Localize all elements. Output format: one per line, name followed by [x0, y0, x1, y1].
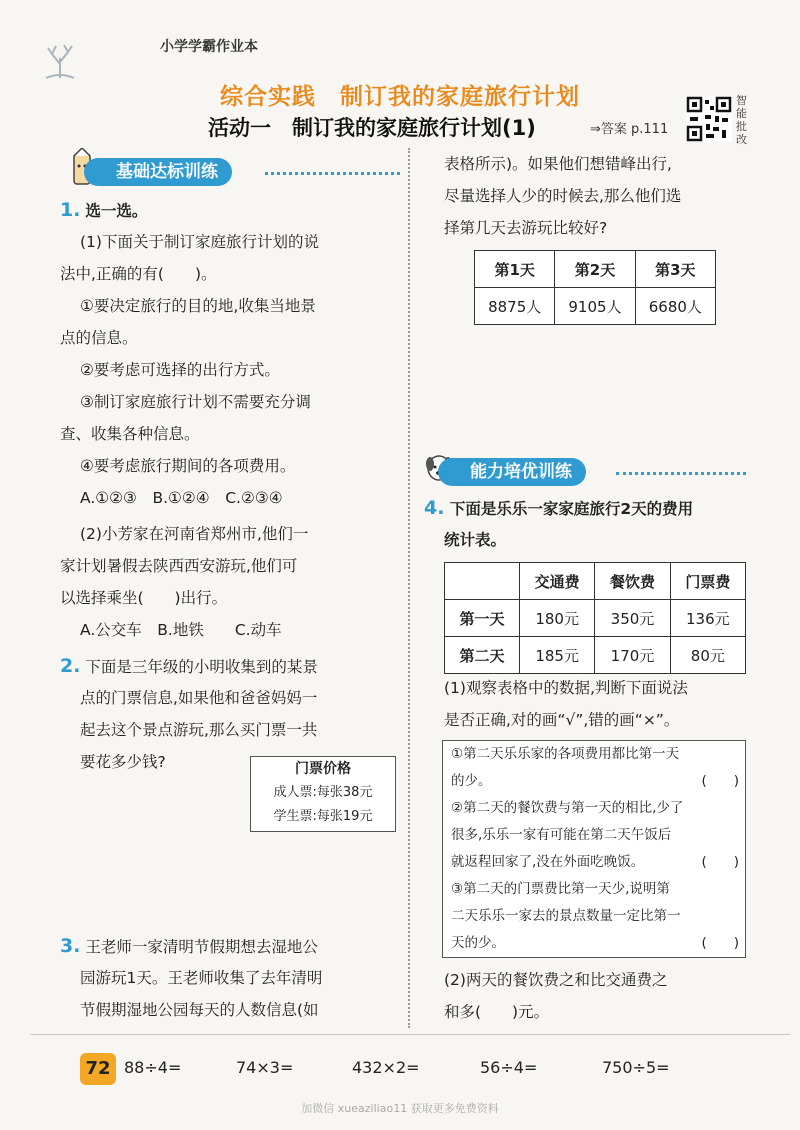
statement-line: ①第二天乐乐家的各项费用都比第一天 [451, 746, 680, 762]
mental-math-item: 88÷4= [124, 1058, 182, 1077]
q1-choices[interactable]: A.①②③ B.①②④ C.②③④ [80, 489, 283, 507]
table-row [475, 288, 716, 325]
q4-text: 下面是乐乐一家家庭旅行2天的费用 [449, 500, 694, 518]
table-header-row [445, 563, 746, 600]
q2-text: 要花多少钱? [80, 753, 166, 771]
question-1-title: 选一选。 [85, 202, 148, 220]
question-4-number: 4. [424, 497, 445, 519]
table-cell: 8875人 [475, 288, 555, 325]
table-header-cell: 交通费 [520, 563, 595, 600]
adult-ticket-price: 成人票:每张38元 [273, 785, 373, 800]
table-cell: 136元 [670, 600, 745, 637]
table-cell: 185元 [520, 637, 595, 674]
statement-line [443, 768, 745, 795]
activity-title: 活动一 制订我的家庭旅行计划(1) [208, 116, 536, 140]
q1-part1-line: (1)下面关于制订家庭旅行计划的说 [80, 233, 319, 251]
question-4-line [424, 492, 693, 525]
q1-choices[interactable]: A.公交车 B.地铁 C.动车 [80, 621, 282, 639]
q1-option-line: ①要决定旅行的目的地,收集当地景 [80, 297, 316, 315]
q1-option-line: ④要考虑旅行期间的各项费用。 [80, 457, 296, 475]
answer-blank[interactable]: ( ) [701, 773, 739, 789]
mental-math-item: 56÷4= [480, 1058, 538, 1077]
table-header-cell: 第3天 [635, 251, 715, 288]
q3-text: 表格所示)。如果他们想错峰出行, [444, 155, 672, 173]
table-row [445, 600, 746, 637]
question-2-line [60, 650, 318, 683]
q3-text: 节假期湿地公园每天的人数信息(如 [80, 1001, 319, 1019]
table-row-label: 第一天 [445, 600, 520, 637]
table-corner-cell [445, 563, 520, 600]
answer-blank[interactable]: ( ) [701, 854, 739, 870]
question-3-line [60, 930, 318, 963]
q4-part2-line: (2)两天的餐饮费之和比交通费之 [444, 971, 668, 989]
q1-part2-line: 以选择乘坐( )出行。 [60, 589, 228, 607]
ticket-price-title: 门票价格 [295, 761, 351, 777]
statement-text: 就返程回家了,没在外面吃晚饭。 [451, 854, 645, 870]
table-header-cell: 第2天 [555, 251, 635, 288]
table-cell: 180元 [520, 600, 595, 637]
visitor-count-table [474, 250, 716, 325]
question-1-heading [60, 194, 147, 227]
q3-text: 尽量选择人少的时候去,那么他们选 [444, 187, 682, 205]
footer-divider [30, 1034, 790, 1035]
table-header-row [475, 251, 716, 288]
unit-title: 综合实践 制订我的家庭旅行计划 [220, 84, 580, 110]
q3-text: 王老师一家清明节假期想去湿地公 [85, 938, 318, 956]
table-cell: 350元 [595, 600, 670, 637]
banner-dots [265, 172, 400, 175]
q3-text: 择第几天去游玩比较好? [444, 219, 608, 237]
statement-line: 二天乐乐一家去的景点数量一定比第一 [451, 908, 681, 924]
mental-math-item: 750÷5= [602, 1058, 670, 1077]
statement-line: ②第二天的餐饮费与第一天的相比,少了 [451, 800, 684, 816]
statement-line [443, 849, 745, 876]
q1-option-line: ②要考虑可选择的出行方式。 [80, 361, 280, 379]
q1-option-line: 点的信息。 [60, 329, 138, 347]
q4-part1-line: 是否正确,对的画“√”,错的画“×”。 [444, 711, 680, 729]
table-cell: 6680人 [635, 288, 715, 325]
qr-label: 智能批改 [736, 94, 747, 146]
statement-text: 天的少。 [451, 935, 505, 951]
q2-text: 点的门票信息,如果他和爸爸妈妈一 [80, 689, 318, 707]
mental-math-item: 432×2= [352, 1058, 420, 1077]
travel-cost-table [444, 562, 746, 674]
mental-math-item: 74×3= [236, 1058, 294, 1077]
watermark: 加微信 xueaziliao11 获取更多免费资料 [301, 1102, 499, 1115]
statement-line: ③第二天的门票费比第一天少,说明第 [451, 881, 670, 897]
q4-part1-line: (1)观察表格中的数据,判断下面说法 [444, 679, 688, 697]
banner-dots [616, 472, 746, 475]
answer-blank[interactable]: ( ) [701, 935, 739, 951]
q1-option-line: 查、收集各种信息。 [60, 425, 200, 443]
table-row-label: 第二天 [445, 637, 520, 674]
table-cell: 9105人 [555, 288, 635, 325]
column-divider [408, 148, 410, 1028]
ticket-price-box [250, 756, 396, 832]
basic-training-banner: 基础达标训练 [84, 158, 232, 186]
table-row [445, 637, 746, 674]
q1-option-line: ③制订家庭旅行计划不需要充分调 [80, 393, 311, 411]
judgement-statements-box [442, 740, 746, 958]
table-cell: 170元 [595, 637, 670, 674]
question-1-number: 1. [60, 199, 81, 221]
q1-part2-line: (2)小芳家在河南省郑州市,他们一 [80, 525, 309, 543]
question-3-number: 3. [60, 935, 81, 957]
page-number: 72 [80, 1053, 116, 1085]
advanced-training-banner: 能力培优训练 [438, 458, 586, 486]
student-ticket-price: 学生票:每张19元 [273, 809, 373, 824]
q4-part2-line: 和多( )元。 [444, 1003, 550, 1021]
table-cell: 80元 [670, 637, 745, 674]
statement-text: 的少。 [451, 773, 492, 789]
brand-name: 小学学霸作业本 [160, 39, 258, 55]
q1-part2-line: 家计划暑假去陕西西安游玩,他们可 [60, 557, 298, 575]
question-2-number: 2. [60, 655, 81, 677]
statement-line [443, 930, 745, 957]
qr-code-icon[interactable] [686, 96, 732, 142]
q1-part1-line: 法中,正确的有( )。 [60, 265, 217, 283]
table-header-cell: 餐饮费 [595, 563, 670, 600]
table-header-cell: 第1天 [475, 251, 555, 288]
tree-logo-icon [40, 40, 80, 80]
answer-reference: ⇒答案 p.111 [590, 122, 669, 137]
q4-text: 统计表。 [444, 531, 507, 549]
q2-text: 起去这个景点游玩,那么买门票一共 [80, 721, 318, 739]
q3-text: 园游玩1天。王老师收集了去年清明 [80, 969, 323, 987]
statement-line: 很多,乐乐一家有可能在第二天午饭后 [451, 827, 672, 843]
q2-text: 下面是三年级的小明收集到的某景 [85, 658, 318, 676]
table-header-cell: 门票费 [670, 563, 745, 600]
